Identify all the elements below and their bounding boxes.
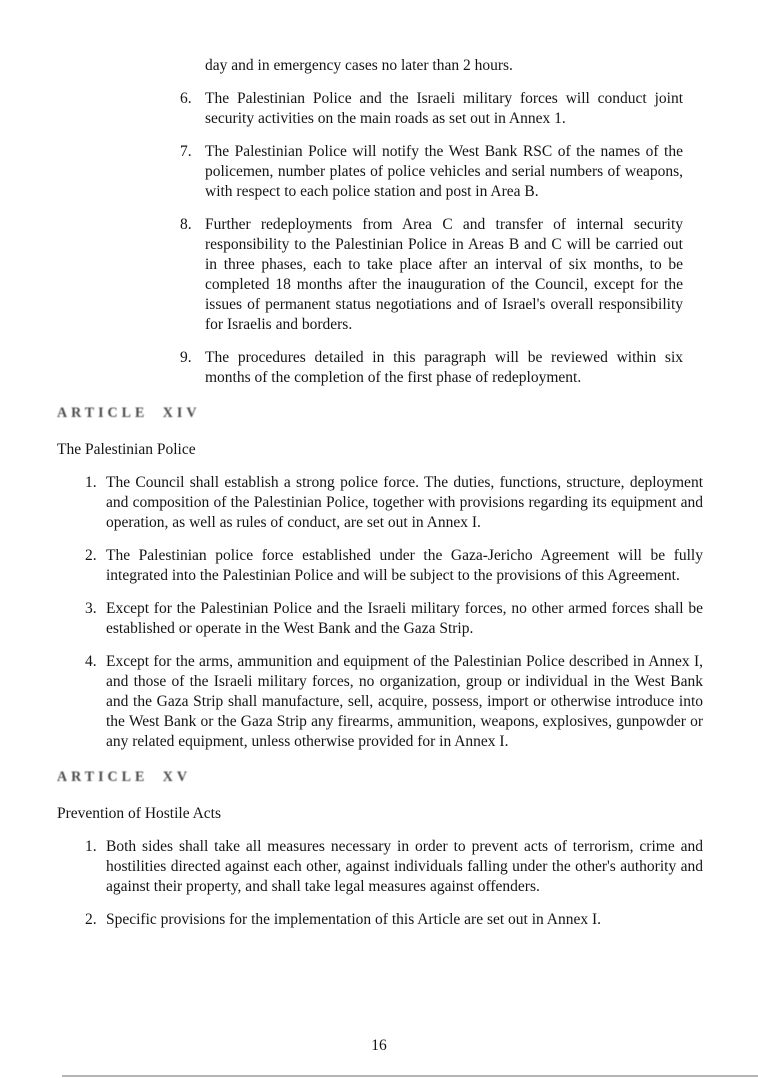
list-item bbox=[180, 215, 683, 335]
item-number: 2. bbox=[85, 547, 97, 564]
page-number: 16 bbox=[371, 1037, 387, 1054]
list-item bbox=[85, 599, 703, 639]
article-title-prevention-hostile-acts: Prevention of Hostile Acts bbox=[57, 805, 222, 822]
item-text: The Palestinian Police will notify the West Bank RSC of the names of the policemen, number plates of police vehicles and serial numbers of weapons, with respect to each police station and post in Area B. bbox=[205, 143, 683, 200]
numbered-list-security bbox=[180, 89, 683, 388]
item-number: 3. bbox=[85, 600, 97, 617]
item-number: 7. bbox=[180, 143, 192, 160]
paragraph-continuation: day and in emergency cases no later than 2 hours. bbox=[205, 57, 513, 74]
item-number: 4. bbox=[85, 653, 97, 670]
item-text: The Palestinian Police and the Israeli military forces will conduct joint security activities on the main roads as set out in Annex 1. bbox=[205, 90, 683, 127]
item-number: 8. bbox=[180, 216, 192, 233]
item-text: Further redeployments from Area C and transfer of internal security responsibility to the Palestinian Police in Areas B and C will be carried out in three phases, each to take place after an interval of six months, to be completed 18 months after the inauguration of the Council, except for the issues of permanent status negotiations and of Israel's overall responsibility for Israelis and borders. bbox=[205, 216, 683, 333]
list-item bbox=[85, 652, 703, 752]
item-text: The Palestinian police force established under the Gaza-Jericho Agreement will be fully integrated into the Palestinian Police and will be subject to the provisions of this Agreement. bbox=[106, 547, 703, 584]
numbered-list-article-xv bbox=[85, 837, 703, 930]
list-item bbox=[180, 89, 683, 129]
item-text: The Council shall establish a strong police force. The duties, functions, structure, deployment and composition of the Palestinian Police, together with provisions regarding its equipment and operation, as well as rules of conduct, are set out in Annex I. bbox=[106, 474, 703, 531]
list-item bbox=[85, 837, 703, 897]
list-item bbox=[85, 546, 703, 586]
list-item bbox=[85, 910, 703, 930]
item-text: Both sides shall take all measures necessary in order to prevent acts of terrorism, crime and hostilities directed against each other, against individuals falling under the other's authority and against their property, and shall take legal measures against offenders. bbox=[106, 838, 703, 895]
article-heading-xv: ARTICLE XV bbox=[57, 769, 192, 786]
numbered-list-article-xiv bbox=[85, 473, 703, 752]
item-number: 6. bbox=[180, 90, 192, 107]
list-item bbox=[85, 473, 703, 533]
article-heading-xiv: ARTICLE XIV bbox=[57, 405, 201, 422]
item-text: Except for the arms, ammunition and equipment of the Palestinian Police described in Annex I, and those of the Israeli military forces, no organization, group or individual in the West Bank and the Gaza Strip shall manufacture, sell, acquire, possess, import or otherwise introduce into the West Bank or the Gaza Strip any firearms, ammunition, weapons, explosives, gunpowder or any related equipment, unless otherwise provided for in Annex I. bbox=[106, 653, 703, 750]
list-item bbox=[180, 142, 683, 202]
item-number: 1. bbox=[85, 838, 97, 855]
item-text: Specific provisions for the implementation of this Article are set out in Annex I. bbox=[106, 911, 602, 928]
scan-edge-artifact bbox=[62, 1075, 758, 1077]
item-text: Except for the Palestinian Police and the Israeli military forces, no other armed forces shall be established or operate in the West Bank and the Gaza Strip. bbox=[106, 600, 703, 637]
item-number: 9. bbox=[180, 349, 192, 366]
item-number: 1. bbox=[85, 474, 97, 491]
item-number: 2. bbox=[85, 911, 97, 928]
list-item bbox=[180, 348, 683, 388]
item-text: The procedures detailed in this paragraph will be reviewed within six months of the completion of the first phase of redeployment. bbox=[205, 349, 683, 386]
article-title-palestinian-police: The Palestinian Police bbox=[57, 441, 196, 458]
